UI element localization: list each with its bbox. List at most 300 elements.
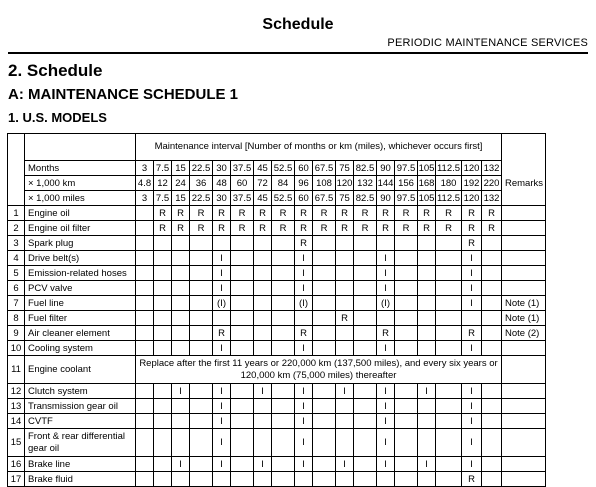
table-row: [8, 472, 546, 487]
item-remark: [502, 341, 546, 356]
item-name: Front & rear differential gear oil: [25, 429, 136, 457]
schedule-cell: (I): [377, 296, 395, 311]
schedule-cell: [336, 472, 354, 487]
schedule-cell: I: [295, 251, 313, 266]
schedule-cell: R: [231, 221, 254, 236]
schedule-cell: [336, 399, 354, 414]
schedule-cell: [418, 281, 436, 296]
interval-header: Maintenance interval [Number of months or km (miles), whichever occurs first]: [136, 134, 502, 161]
interval-value: 12: [154, 176, 172, 191]
schedule-cell: (I): [295, 296, 313, 311]
schedule-cell: I: [295, 281, 313, 296]
item-remark: [502, 399, 546, 414]
schedule-cell: R: [482, 206, 502, 221]
interval-value: 36: [190, 176, 213, 191]
coolant-note: Replace after the first 11 years or 220,000 km (137,500 miles), and every six years or 120,000 km (75,000 miles) thereafter: [136, 356, 502, 384]
schedule-cell: [395, 429, 418, 457]
schedule-cell: I: [213, 266, 231, 281]
item-number: 12: [8, 384, 25, 399]
schedule-cell: R: [377, 326, 395, 341]
schedule-cell: [154, 281, 172, 296]
schedule-cell: [377, 311, 395, 326]
schedule-cell: [313, 266, 336, 281]
schedule-cell: [231, 236, 254, 251]
schedule-cell: [272, 266, 295, 281]
schedule-cell: [313, 326, 336, 341]
schedule-cell: [418, 399, 436, 414]
schedule-cell: I: [377, 266, 395, 281]
interval-value: 180: [436, 176, 462, 191]
schedule-cell: I: [213, 384, 231, 399]
schedule-cell: I: [295, 414, 313, 429]
schedule-cell: [482, 457, 502, 472]
schedule-cell: [254, 236, 272, 251]
schedule-cell: [231, 281, 254, 296]
schedule-cell: R: [395, 206, 418, 221]
interval-value: 37.5: [231, 191, 254, 206]
table-row: [8, 221, 546, 236]
schedule-cell: [136, 236, 154, 251]
item-name: PCV valve: [25, 281, 136, 296]
schedule-cell: [436, 266, 462, 281]
schedule-cell: [418, 429, 436, 457]
schedule-cell: [136, 206, 154, 221]
schedule-cell: [354, 311, 377, 326]
interval-value: 3: [136, 161, 154, 176]
schedule-cell: [354, 384, 377, 399]
schedule-cell: [136, 311, 154, 326]
interval-value: 72: [254, 176, 272, 191]
interval-value: 97.5: [395, 191, 418, 206]
schedule-cell: [190, 414, 213, 429]
schedule-cell: [354, 472, 377, 487]
interval-row-miles: [8, 191, 546, 206]
interval-value: 168: [418, 177, 435, 189]
interval-value: 220: [482, 176, 502, 191]
schedule-cell: [172, 472, 190, 487]
table-row: [8, 206, 546, 221]
schedule-cell: [436, 341, 462, 356]
table-row: [8, 296, 546, 311]
schedule-cell: I: [462, 281, 482, 296]
schedule-cell: [190, 266, 213, 281]
schedule-cell: [136, 326, 154, 341]
schedule-cell: [172, 281, 190, 296]
schedule-cell: [395, 326, 418, 341]
item-name: Brake fluid: [25, 472, 136, 487]
schedule-cell: [395, 311, 418, 326]
item-name: Fuel line: [25, 296, 136, 311]
schedule-cell: R: [295, 221, 313, 236]
item-remark: [502, 457, 546, 472]
schedule-cell: [172, 429, 190, 457]
interval-value: 30: [213, 161, 231, 176]
item-number: 3: [8, 236, 25, 251]
schedule-cell: [272, 399, 295, 414]
schedule-cell: R: [295, 206, 313, 221]
schedule-cell: [354, 266, 377, 281]
schedule-cell: [482, 266, 502, 281]
interval-value: 67.5: [313, 161, 336, 176]
schedule-cell: [418, 311, 436, 326]
schedule-cell: [482, 236, 502, 251]
schedule-cell: I: [462, 341, 482, 356]
schedule-cell: [482, 384, 502, 399]
table-row: [8, 266, 546, 281]
schedule-cell: [336, 429, 354, 457]
item-number: 6: [8, 281, 25, 296]
schedule-cell: R: [254, 221, 272, 236]
schedule-cell: [272, 296, 295, 311]
schedule-cell: [482, 311, 502, 326]
schedule-cell: [154, 399, 172, 414]
schedule-cell: [482, 472, 502, 487]
schedule-cell: [313, 457, 336, 472]
schedule-cell: [231, 457, 254, 472]
schedule-cell: I: [336, 457, 354, 472]
schedule-cell: [313, 341, 336, 356]
schedule-cell: [418, 341, 436, 356]
item-name: Fuel filter: [25, 311, 136, 326]
schedule-cell: I: [462, 399, 482, 414]
table-row: [8, 311, 546, 326]
interval-row-months: [8, 161, 546, 176]
schedule-cell: [172, 266, 190, 281]
schedule-cell: I: [377, 384, 395, 399]
item-name: Emission-related hoses: [25, 266, 136, 281]
interval-value: 132: [482, 191, 502, 206]
schedule-cell: I: [418, 457, 436, 472]
schedule-cell: [436, 384, 462, 399]
schedule-cell: [154, 326, 172, 341]
schedule-cell: [482, 414, 502, 429]
schedule-cell: [154, 266, 172, 281]
schedule-cell: I: [254, 384, 272, 399]
item-remark: [502, 266, 546, 281]
schedule-cell: [272, 251, 295, 266]
schedule-cell: [231, 266, 254, 281]
schedule-cell: [354, 399, 377, 414]
interval-value: 112.5: [436, 192, 461, 204]
item-number: 9: [8, 326, 25, 341]
schedule-cell: [336, 296, 354, 311]
schedule-cell: R: [395, 221, 418, 236]
subsection-heading: A: MAINTENANCE SCHEDULE 1: [8, 86, 239, 103]
schedule-cell: [377, 236, 395, 251]
item-remark: [502, 414, 546, 429]
schedule-cell: [436, 251, 462, 266]
item-remark: [502, 221, 546, 236]
schedule-cell: [213, 472, 231, 487]
interval-value: 90: [377, 161, 395, 176]
item-name: Air cleaner element: [25, 326, 136, 341]
schedule-cell: [395, 384, 418, 399]
schedule-cell: [172, 251, 190, 266]
item-name: Engine oil: [25, 206, 136, 221]
item-name: Spark plug: [25, 236, 136, 251]
item-name: Drive belt(s): [25, 251, 136, 266]
interval-value: 15: [172, 191, 190, 206]
interval-value: 22.5: [190, 191, 213, 206]
schedule-cell: [172, 414, 190, 429]
schedule-cell: [395, 472, 418, 487]
interval-value: 84: [272, 176, 295, 191]
schedule-cell: I: [172, 384, 190, 399]
schedule-cell: [272, 326, 295, 341]
schedule-cell: [136, 384, 154, 399]
table-row: [8, 326, 546, 341]
schedule-cell: I: [213, 414, 231, 429]
schedule-cell: [395, 281, 418, 296]
schedule-cell: [354, 341, 377, 356]
schedule-cell: [136, 414, 154, 429]
schedule-cell: [154, 457, 172, 472]
schedule-cell: [231, 326, 254, 341]
schedule-cell: I: [295, 266, 313, 281]
schedule-cell: R: [190, 206, 213, 221]
schedule-cell: [154, 236, 172, 251]
schedule-cell: [354, 326, 377, 341]
schedule-cell: [231, 429, 254, 457]
interval-value: 45: [254, 191, 272, 206]
schedule-cell: [418, 296, 436, 311]
interval-value: 192: [462, 176, 482, 191]
schedule-cell: I: [377, 414, 395, 429]
section-header: PERIODIC MAINTENANCE SERVICES: [387, 37, 588, 49]
schedule-cell: [231, 341, 254, 356]
schedule-cell: [172, 341, 190, 356]
schedule-cell: [231, 472, 254, 487]
interval-value: 112.5: [436, 162, 461, 174]
schedule-cell: I: [213, 399, 231, 414]
schedule-cell: R: [462, 206, 482, 221]
schedule-cell: [254, 414, 272, 429]
maintenance-schedule-table: [7, 133, 546, 487]
schedule-cell: [172, 236, 190, 251]
table-row: [8, 236, 546, 251]
schedule-cell: R: [377, 221, 395, 236]
schedule-cell: R: [418, 221, 436, 236]
schedule-cell: [254, 472, 272, 487]
schedule-cell: [482, 326, 502, 341]
schedule-cell: [336, 266, 354, 281]
schedule-cell: [336, 414, 354, 429]
schedule-cell: R: [272, 206, 295, 221]
interval-value: 75: [336, 161, 354, 176]
schedule-cell: I: [462, 296, 482, 311]
interval-value: 3: [136, 191, 154, 206]
schedule-cell: [190, 384, 213, 399]
item-number: 16: [8, 457, 25, 472]
item-number: 2: [8, 221, 25, 236]
schedule-cell: I: [213, 341, 231, 356]
schedule-cell: [213, 236, 231, 251]
schedule-cell: [254, 429, 272, 457]
schedule-cell: I: [377, 341, 395, 356]
schedule-cell: [295, 311, 313, 326]
schedule-cell: R: [436, 221, 462, 236]
interval-label-km: × 1,000 km: [25, 176, 136, 191]
schedule-cell: [190, 236, 213, 251]
schedule-cell: [336, 341, 354, 356]
interval-value: 67.5: [313, 191, 336, 206]
schedule-cell: [354, 414, 377, 429]
interval-value: 52.5: [272, 161, 295, 176]
item-remark: [502, 206, 546, 221]
schedule-cell: [190, 429, 213, 457]
schedule-cell: I: [462, 414, 482, 429]
item-number: 5: [8, 266, 25, 281]
schedule-cell: [136, 429, 154, 457]
schedule-cell: [136, 251, 154, 266]
schedule-cell: [231, 311, 254, 326]
table-row: [8, 281, 546, 296]
schedule-cell: I: [377, 281, 395, 296]
schedule-cell: [136, 341, 154, 356]
item-name: Transmission gear oil: [25, 399, 136, 414]
schedule-cell: [313, 251, 336, 266]
schedule-cell: [272, 414, 295, 429]
table-row: [8, 457, 546, 472]
schedule-cell: [436, 472, 462, 487]
schedule-cell: [313, 414, 336, 429]
interval-value: 60: [295, 161, 313, 176]
interval-value: 7.5: [154, 191, 172, 206]
section-heading: 2. Schedule: [8, 61, 103, 80]
schedule-cell: [313, 311, 336, 326]
interval-row-km: [8, 176, 546, 191]
schedule-cell: [272, 341, 295, 356]
interval-value: 60: [231, 176, 254, 191]
schedule-cell: I: [213, 251, 231, 266]
schedule-cell: [136, 296, 154, 311]
schedule-cell: [231, 399, 254, 414]
schedule-cell: I: [336, 384, 354, 399]
interval-value: 96: [295, 176, 313, 191]
item-name: Engine oil filter: [25, 221, 136, 236]
schedule-cell: R: [313, 221, 336, 236]
schedule-cell: [395, 251, 418, 266]
schedule-cell: [254, 326, 272, 341]
schedule-cell: [436, 414, 462, 429]
schedule-cell: I: [295, 341, 313, 356]
schedule-cell: [336, 281, 354, 296]
schedule-cell: R: [436, 206, 462, 221]
schedule-cell: [418, 472, 436, 487]
schedule-cell: I: [295, 399, 313, 414]
schedule-cell: I: [377, 429, 395, 457]
schedule-cell: [172, 296, 190, 311]
schedule-cell: R: [336, 221, 354, 236]
schedule-cell: [354, 429, 377, 457]
interval-value: 132: [482, 161, 502, 176]
table-row: [8, 251, 546, 266]
schedule-cell: [154, 414, 172, 429]
interval-value: 24: [172, 176, 190, 191]
schedule-cell: [395, 457, 418, 472]
item-number: 17: [8, 472, 25, 487]
interval-value: 75: [336, 191, 354, 206]
schedule-cell: [418, 251, 436, 266]
item-remark: [502, 472, 546, 487]
schedule-cell: [136, 281, 154, 296]
item-number: 11: [8, 356, 25, 384]
schedule-cell: [395, 236, 418, 251]
interval-value: 132: [354, 176, 377, 191]
schedule-cell: [231, 414, 254, 429]
item-name: CVTF: [25, 414, 136, 429]
schedule-cell: R: [272, 221, 295, 236]
interval-value: 90: [377, 191, 395, 206]
interval-value: 7.5: [154, 161, 172, 176]
schedule-cell: [231, 384, 254, 399]
schedule-cell: [313, 429, 336, 457]
table-row: [8, 399, 546, 414]
interval-value: 45: [254, 161, 272, 176]
item-remark: Note (2): [502, 326, 546, 341]
schedule-cell: [395, 414, 418, 429]
schedule-cell: [313, 472, 336, 487]
schedule-cell: [313, 384, 336, 399]
schedule-cell: [272, 281, 295, 296]
schedule-cell: [482, 281, 502, 296]
schedule-cell: [154, 341, 172, 356]
item-number: 10: [8, 341, 25, 356]
schedule-cell: [190, 341, 213, 356]
item-number: 14: [8, 414, 25, 429]
schedule-cell: [436, 326, 462, 341]
schedule-cell: [482, 251, 502, 266]
schedule-cell: R: [313, 206, 336, 221]
schedule-cell: [436, 399, 462, 414]
schedule-cell: [136, 399, 154, 414]
schedule-cell: R: [190, 221, 213, 236]
schedule-cell: [336, 326, 354, 341]
schedule-cell: [418, 236, 436, 251]
schedule-cell: I: [462, 384, 482, 399]
schedule-cell: [395, 341, 418, 356]
schedule-cell: [154, 251, 172, 266]
interval-value: 52.5: [272, 191, 295, 206]
schedule-cell: [272, 429, 295, 457]
interval-value: 105: [418, 192, 435, 204]
schedule-cell: [136, 457, 154, 472]
item-remark: [502, 281, 546, 296]
interval-value: 108: [313, 176, 336, 191]
interval-value: 30: [213, 191, 231, 206]
schedule-cell: [336, 236, 354, 251]
item-number: 1: [8, 206, 25, 221]
table-row: [8, 414, 546, 429]
interval-value: 120: [462, 191, 482, 206]
schedule-cell: [190, 311, 213, 326]
schedule-cell: [154, 429, 172, 457]
schedule-cell: [436, 236, 462, 251]
schedule-cell: [436, 429, 462, 457]
schedule-cell: [190, 281, 213, 296]
schedule-cell: I: [418, 384, 436, 399]
item-number: 7: [8, 296, 25, 311]
schedule-cell: [482, 399, 502, 414]
schedule-cell: I: [377, 399, 395, 414]
schedule-cell: [418, 326, 436, 341]
schedule-cell: R: [213, 221, 231, 236]
schedule-cell: [482, 429, 502, 457]
schedule-cell: [154, 472, 172, 487]
remarks-header: Remarks: [502, 176, 546, 191]
schedule-cell: R: [213, 326, 231, 341]
schedule-cell: [172, 326, 190, 341]
